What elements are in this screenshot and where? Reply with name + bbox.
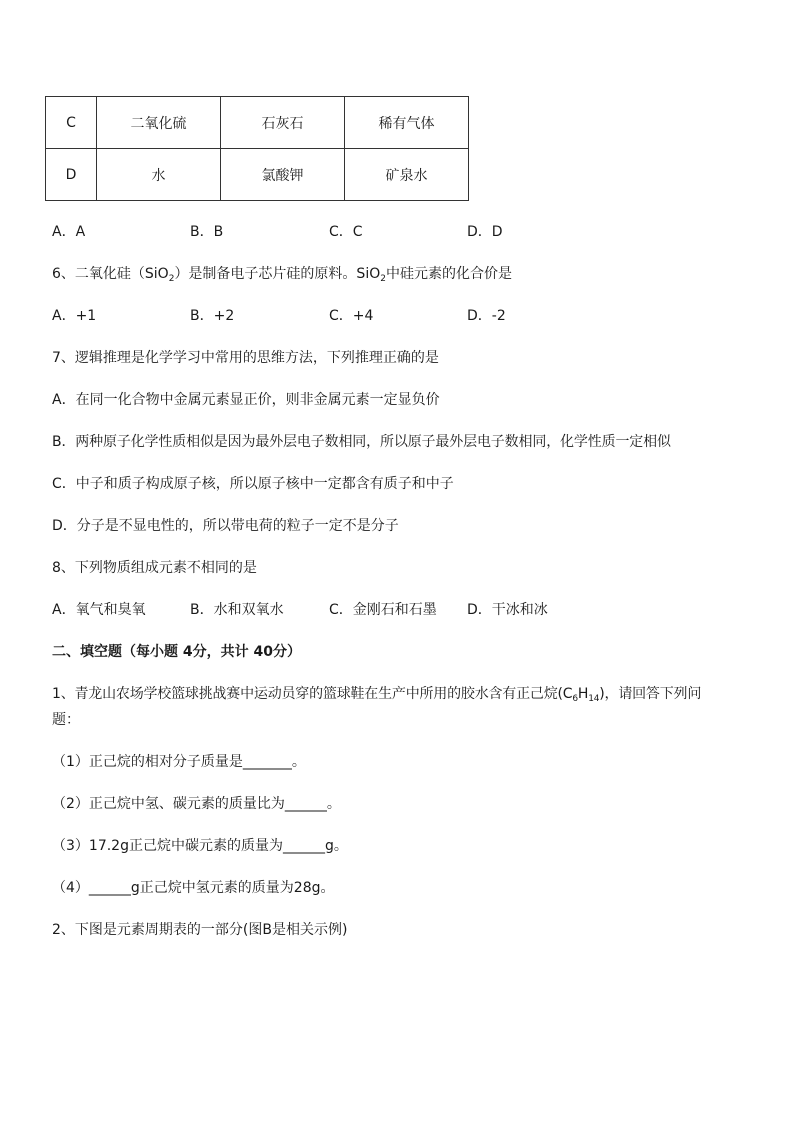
table-cell: 二氧化硫	[97, 97, 221, 149]
row-label: D	[46, 149, 97, 201]
table-cell: 矿泉水	[345, 149, 469, 201]
q5-option-d: D．D	[467, 224, 503, 240]
table-cell: 水	[97, 149, 221, 201]
q7-option-a: A．在同一化合物中金属元素显正价，则非金属元素一定显负价	[52, 392, 440, 408]
q7-option-c: C．中子和质子构成原子核，所以原子核中一定都含有质子和中子	[52, 476, 454, 492]
q8-option-d: D．干冰和冰	[467, 602, 548, 618]
q5-option-c: C．C	[329, 224, 363, 240]
q6-option-c: C．+4	[329, 308, 374, 324]
table-cell: 稀有气体	[345, 97, 469, 149]
q6-option-d: D．-2	[467, 308, 506, 324]
q8-option-c: C．金刚石和石墨	[329, 602, 437, 618]
f1-item-2: （2）正己烷中氢、碳元素的质量比为______。	[52, 796, 341, 812]
f1-stem-line2: 题：	[52, 712, 80, 728]
table-cell: 氯酸钾	[221, 149, 345, 201]
f1-item-1: （1）正己烷的相对分子质量是_______。	[52, 754, 306, 770]
q7-option-b: B．两种原子化学性质相似是因为最外层电子数相同，所以原子最外层电子数相同，化学性质一定相似	[52, 434, 671, 450]
f1-item-3: （3）17.2g正己烷中碳元素的质量为______g。	[52, 838, 348, 854]
table-cell: 石灰石	[221, 97, 345, 149]
q6-option-a: A．+1	[52, 308, 97, 324]
q5-option-a: A．A	[52, 224, 86, 240]
options-table	[45, 96, 469, 201]
table-row	[46, 97, 469, 149]
q8-stem: 8、下列物质组成元素不相同的是	[52, 560, 257, 576]
table-row	[46, 149, 469, 201]
q8-option-a: A．氧气和臭氧	[52, 602, 146, 618]
f2-stem: 2、下图是元素周期表的一部分(图B是相关示例)	[52, 922, 348, 938]
q5-option-b: B．B	[190, 224, 224, 240]
section-title: 二、填空题（每小题 4分，共计 40分）	[52, 644, 301, 660]
q7-stem: 7、逻辑推理是化学学习中常用的思维方法，下列推理正确的是	[52, 350, 439, 366]
row-label: C	[46, 97, 97, 149]
q8-option-b: B．水和双氧水	[190, 602, 284, 618]
q6-option-b: B．+2	[190, 308, 235, 324]
q6-stem: 6、二氧化硅（SiO$_2$）是制备电子芯片硅的原料。SiO$_2$中硅元素的化合价是	[52, 266, 512, 284]
q7-option-d: D．分子是不显电性的，所以带电荷的粒子一定不是分子	[52, 518, 399, 534]
f1-item-4: （4）______g正己烷中氢元素的质量为28g。	[52, 880, 335, 896]
f1-stem: 1、青龙山农场学校篮球挑战赛中运动员穿的篮球鞋在生产中所用的胶水含有正己烷$(C_6H_{14})$，请回答下列问	[52, 686, 702, 704]
